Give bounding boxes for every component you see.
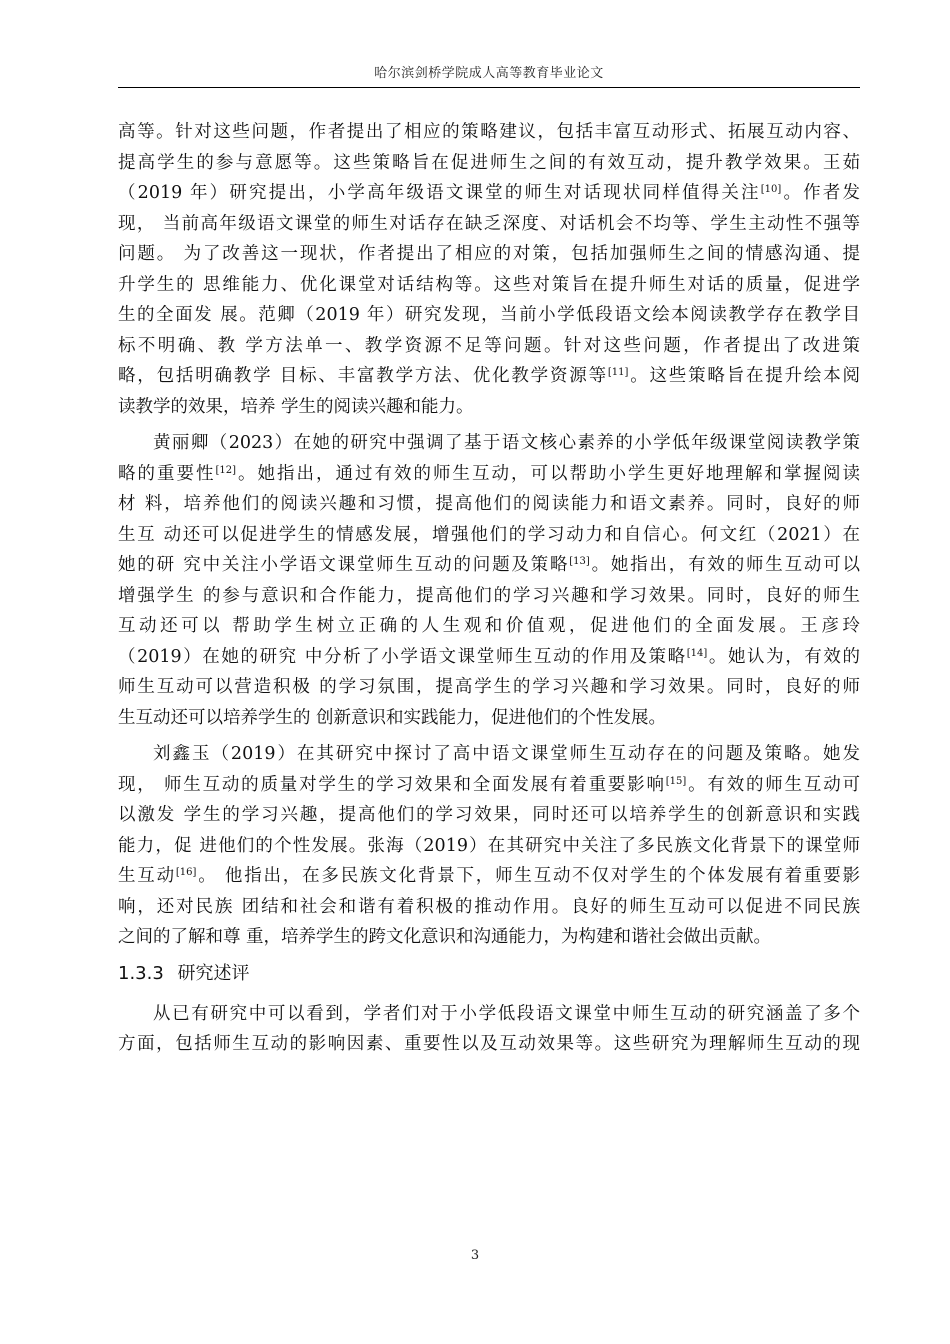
page-header-title: 哈尔滨剑桥学院成人高等教育毕业论文 bbox=[374, 66, 604, 81]
text-segment: 互动还可以 帮助学生树立正确的人生观和价值观，促进他们的全面发展。王彦玲 bbox=[118, 616, 860, 636]
text-line bbox=[118, 489, 860, 520]
text-line bbox=[118, 428, 860, 459]
text-segment: 。这些策略旨在提升绘本阅 bbox=[628, 366, 861, 386]
document-body bbox=[118, 117, 860, 1066]
text-segment: 。她指出，有效的师生互动可以 bbox=[589, 555, 860, 575]
text-segment: 生互动 bbox=[118, 866, 176, 886]
section-heading bbox=[118, 959, 860, 989]
text-segment: 生互 动还可以促进学生的情感发展，增强他们的学习动力和自信心。何文红（2021）在 bbox=[118, 524, 860, 545]
text-line bbox=[118, 831, 860, 862]
text-line bbox=[118, 300, 860, 331]
text-segment: 。有效的师生互动可 bbox=[686, 774, 860, 795]
text-line bbox=[118, 520, 860, 551]
text-segment: 提高学生的参与意愿等。这些策略旨在促进师生之间的有效互动，提升教学效果。王茹 bbox=[118, 152, 860, 173]
text-segment: 高等。针对这些问题，作者提出了相应的策略建议，包括丰富互动形式、拓展互动内容、 bbox=[118, 122, 860, 142]
text-segment: 问题。 为了改善这一现状，作者提出了相应的对策，包括加强师生之间的情感沟通、提 bbox=[118, 244, 860, 264]
page-number: 3 bbox=[470, 1248, 480, 1263]
text-line bbox=[118, 800, 860, 831]
text-line bbox=[118, 239, 860, 270]
text-line bbox=[118, 1029, 860, 1060]
paragraph-group bbox=[118, 117, 860, 953]
text-line bbox=[118, 611, 860, 642]
text-line bbox=[118, 703, 860, 734]
text-segment: （2019 年）研究提出，小学高年级语文课堂的师生对话现状同样值得关注 bbox=[118, 183, 761, 203]
text-segment: 刘鑫玉（2019）在其研究中探讨了高中语文课堂师生互动存在的问题及策略。她发 bbox=[153, 744, 860, 764]
text-segment: 。她认为，有效的 bbox=[707, 646, 860, 667]
citation-marker: [11] bbox=[607, 367, 629, 378]
text-segment: 略的重要性 bbox=[118, 463, 216, 484]
text-line bbox=[118, 922, 860, 953]
text-segment: 升学生的 思维能力、优化课堂对话结构等。这些对策旨在提升师生对话的质量，促进学 bbox=[118, 274, 860, 295]
text-segment: 。 他指出，在多民族文化背景下，师生互动不仅对学生的个体发展有着重要影 bbox=[196, 866, 861, 886]
header-divider bbox=[118, 87, 860, 88]
text-line bbox=[118, 739, 860, 770]
text-line bbox=[118, 642, 860, 673]
paragraph bbox=[118, 739, 860, 953]
citation-marker: [10] bbox=[760, 184, 782, 195]
section-number: 1.3.3 bbox=[118, 962, 164, 984]
text-line bbox=[118, 392, 860, 423]
paragraph bbox=[118, 117, 860, 422]
text-line bbox=[118, 581, 860, 612]
text-segment: 现， 当前高年级语文课堂的师生对话存在缺乏深度、对话机会不均等、学生主动性不强等 bbox=[118, 213, 860, 234]
text-segment: （2019）在她的研究 中分析了小学语文课堂师生互动的作用及策略 bbox=[118, 646, 687, 667]
text-segment: 从已有研究中可以看到，学者们对于小学低段语文课堂中师生互动的研究涵盖了多个 bbox=[153, 1003, 860, 1024]
text-line bbox=[118, 861, 860, 892]
final-paragraph-container bbox=[118, 999, 860, 1060]
citation-marker: [13] bbox=[569, 556, 590, 567]
text-segment: 增强学生 的参与意识和合作能力，提高他们的学习兴趣和学习效果。同时，良好的师生 bbox=[118, 585, 860, 606]
text-segment: 生互动还可以培养学生的 创新意识和实践能力，促进他们的个性发展。 bbox=[118, 707, 667, 728]
text-segment: 方面，包括师生互动的影响因素、重要性以及互动效果等。这些研究为理解师生互动的现 bbox=[118, 1034, 860, 1054]
text-line bbox=[118, 148, 860, 179]
section-title: 研究述评 bbox=[177, 962, 250, 984]
text-line bbox=[118, 270, 860, 301]
text-segment: 材 料，培养他们的阅读兴趣和习惯，提高他们的阅读能力和语文素养。同时，良好的师 bbox=[118, 494, 860, 514]
text-segment: 略，包括明确教学 目标、丰富教学方法、优化教学资源等 bbox=[118, 366, 608, 386]
citation-marker: [15] bbox=[665, 775, 687, 787]
text-line bbox=[118, 459, 860, 490]
text-line bbox=[118, 331, 860, 362]
text-segment: 师生互动可以营造积极 的学习氛围，提高学生的学习兴趣和学习效果。同时，良好的师 bbox=[118, 677, 860, 697]
text-line bbox=[118, 361, 860, 392]
text-segment: 标不明确、教 学方法单一、教学资源不足等问题。针对这些问题，作者提出了改进策 bbox=[118, 335, 860, 356]
text-line bbox=[118, 117, 860, 148]
citation-marker: [12] bbox=[215, 464, 237, 476]
text-line bbox=[118, 178, 860, 209]
text-segment: 之间的了解和尊 重，培养学生的跨文化意识和沟通能力，为构建和谐社会做出贡献。 bbox=[118, 927, 772, 947]
text-segment: 。作者发 bbox=[781, 183, 860, 203]
paragraph bbox=[118, 428, 860, 733]
text-segment: 黄丽卿（2023）在她的研究中强调了基于语文核心素养的小学低年级课堂阅读教学策 bbox=[153, 433, 860, 453]
citation-marker: [16] bbox=[175, 867, 197, 878]
text-segment: 能力，促 进他们的个性发展。张海（2019）在其研究中关注了多民族文化背景下的课堂师 bbox=[118, 835, 860, 856]
text-segment: 现， 师生互动的质量对学生的学习效果和全面发展有着重要影响 bbox=[118, 774, 666, 795]
text-line bbox=[118, 770, 860, 801]
text-segment: 她的研 究中关注小学语文课堂师生互动的问题及策略 bbox=[118, 555, 570, 575]
paragraph bbox=[118, 999, 860, 1060]
text-segment: 。她指出，通过有效的师生互动，可以帮助小学生更好地理解和掌握阅读 bbox=[236, 463, 861, 484]
text-line bbox=[118, 672, 860, 703]
text-segment: 响，还对民族 团结和社会和谐有着积极的推动作用。良好的师生互动可以促进不同民族 bbox=[118, 896, 860, 917]
text-segment: 读教学的效果，培养 学生的阅读兴趣和能力。 bbox=[118, 396, 474, 417]
citation-marker: [14] bbox=[686, 647, 708, 659]
text-segment: 生的全面发 展。范卿（2019 年）研究发现，当前小学低段语文绘本阅读教学存在教学目 bbox=[118, 305, 860, 325]
text-line bbox=[118, 209, 860, 240]
text-line bbox=[118, 892, 860, 923]
text-line bbox=[118, 999, 860, 1030]
text-line bbox=[118, 550, 860, 581]
text-segment: 以激发 学生的学习兴趣，提高他们的学习效果，同时还可以培养学生的创新意识和实践 bbox=[118, 805, 860, 825]
